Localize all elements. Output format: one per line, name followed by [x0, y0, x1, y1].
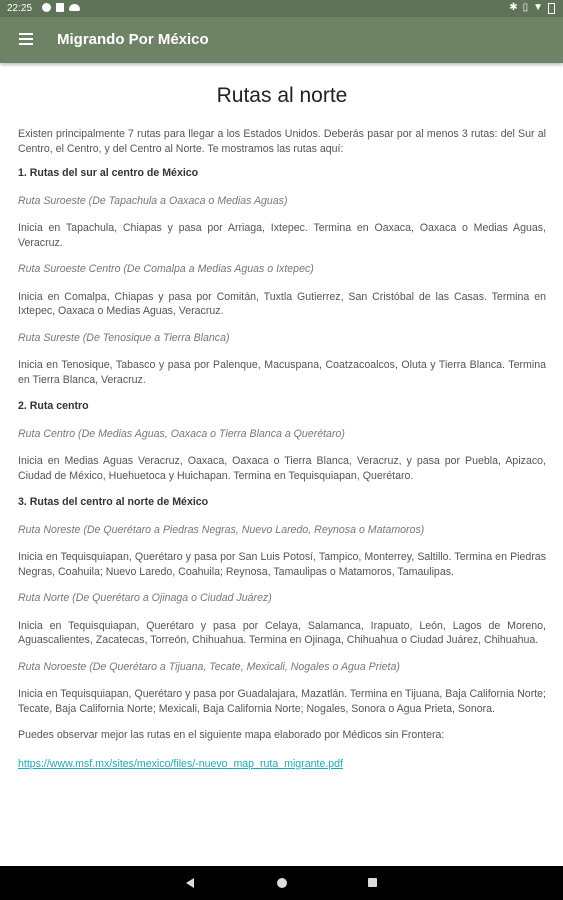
route-name: Ruta Norte (De Querétaro a Ojinaga o Ciudad Juárez)	[18, 592, 272, 604]
route-description: Inicia en Tequisquiapan, Querétaro y pasa por Guadalajara, Mazatlán. Termina en Tijuana, Baja California Norte; Tecate, Baja California Norte; Mexicali, Baja California Norte; Nogales, Sonora o Agua Prieta, Sonora.	[18, 688, 546, 715]
section-heading: 3. Rutas del centro al norte de México	[18, 496, 209, 508]
vibrate-icon: ▯	[522, 2, 529, 13]
status-right-icons	[509, 2, 555, 14]
section-heading: 2. Ruta centro	[18, 400, 89, 412]
status-left-icons	[42, 3, 80, 12]
cloud-icon	[69, 4, 80, 11]
route-description: Inicia en Medias Aguas Veracruz, Oaxaca, Oaxaca o Tierra Blanca, Veracruz, y pasa por Puebla, Apizaco, Ciudad de México, Huehuetoca y Huichapan. Termina en Tequisquiapan, Querétaro.	[18, 455, 546, 482]
app-bar	[0, 17, 563, 63]
map-note: Puedes observar mejor las rutas en el siguiente mapa elaborado por Médicos sin Frontera:	[18, 729, 445, 741]
route-name: Ruta Suroeste Centro (De Comalpa a Medias Aguas o Ixtepec)	[18, 263, 314, 275]
hamburger-menu-icon[interactable]	[19, 33, 33, 46]
back-triangle-icon[interactable]	[186, 878, 194, 888]
route-name: Ruta Sureste (De Tenosique a Tierra Blanca)	[18, 331, 230, 344]
route-description: Inicia en Tequisquiapan, Querétaro y pasa por Celaya, Salamanca, Irapuato, León, Lagos de Moreno, Aguascalientes, Zacatecas, Torreón, Chihuahua. Termina en Ojinaga, Chihuahua o Ciudad Juárez, Chihuahua.	[18, 619, 546, 646]
route-description: Inicia en Tenosique, Tabasco y pasa por Palenque, Macuspana, Coatzacoalcos, Oluta y Tierra Blanca. Termina en Tierra Blanca, Veracruz.	[18, 359, 546, 386]
status-time: 22:25	[7, 3, 33, 14]
bluetooth-icon: ✱	[509, 2, 518, 13]
content-scroll-area[interactable]	[18, 63, 546, 866]
system-nav-bar	[0, 866, 563, 900]
route-name: Ruta Noroeste (De Querétaro a Tijuana, Tecate, Mexicali, Nogales o Agua Prieta)	[18, 660, 400, 673]
route-description: Inicia en Tapachula, Chiapas y pasa por Arriaga, Ixtepec. Termina en Oaxaca, Oaxaca o Medias Aguas, Veracruz.	[18, 222, 546, 249]
battery-icon	[548, 3, 555, 14]
wifi-icon: ▼	[533, 2, 543, 13]
intro-paragraph: Existen principalmente 7 rutas para llegar a los Estados Unidos. Deberás pasar por al menos 3 rutas: del Sur al Centro, el Centro, y del Centro al Norte. Te mostramos las rutas aquí:	[18, 128, 546, 155]
section-heading: 1. Rutas del sur al centro de México	[18, 167, 199, 179]
route-name: Ruta Noreste (De Querétaro a Piedras Negras, Nuevo Laredo, Reynosa o Matamoros)	[18, 523, 425, 536]
route-description: Inicia en Tequisquiapan, Querétaro y pasa por San Luis Potosí, Tampico, Monterrey, Saltillo. Termina en Piedras Negras, Coahuila; Nuevo Laredo, Coahuila; Reynosa, Tamaulipas o Matamoros, Tamaulipas.	[18, 551, 546, 578]
status-info-icon	[42, 3, 51, 12]
route-description: Inicia en Comalpa, Chiapas y pasa por Comitán, Tuxtla Gutierrez, San Cristóbal de las Casas. Termina en Ixtepec, Oaxaca o Medias Aguas, Veracruz.	[18, 290, 546, 317]
page-title: Rutas al norte	[216, 84, 348, 107]
status-image-icon	[56, 3, 64, 12]
app-title: Migrando Por México	[57, 31, 209, 48]
map-link[interactable]: https://www.msf.mx/sites/mexico/files/-nuevo_map_ruta_migrante.pdf	[18, 757, 344, 770]
route-name: Ruta Suroeste (De Tapachula a Oaxaca o Medias Aguas)	[18, 194, 288, 207]
route-name: Ruta Centro (De Medias Aguas, Oaxaca o Tierra Blanca a Querétaro)	[18, 427, 345, 440]
recents-square-icon[interactable]	[368, 878, 377, 887]
status-bar	[0, 0, 563, 17]
home-circle-icon[interactable]	[277, 878, 287, 888]
